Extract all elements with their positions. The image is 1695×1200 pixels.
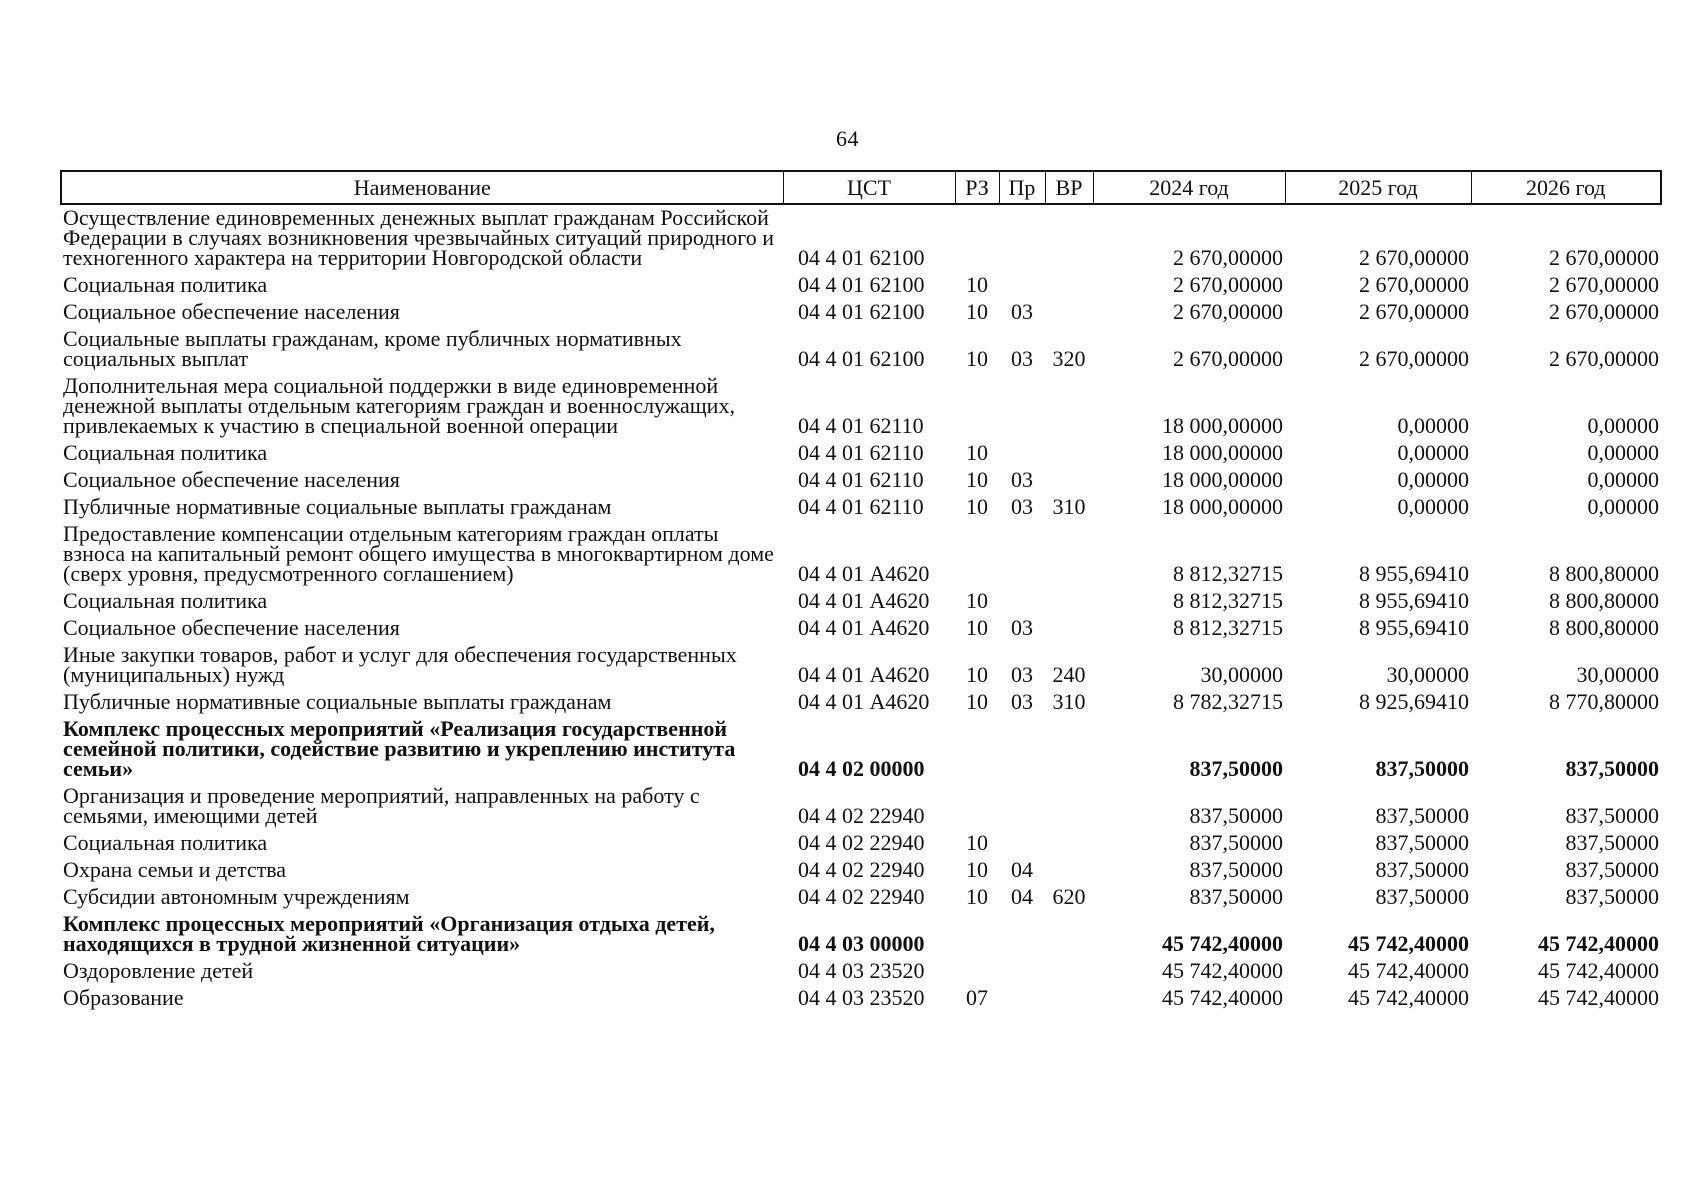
row-pr: 03 [1011,662,1033,687]
row-cst: 04 4 01 А4620 [798,662,930,687]
row-cst: 04 4 01 А4620 [798,615,930,640]
table-row [61,911,1661,958]
row-cst: 04 4 01 62110 [798,467,924,492]
row-pr: 03 [1011,346,1033,371]
row-amount-2025: 0,00000 [1397,494,1469,519]
row-rz [955,521,999,588]
row-cst: 04 4 03 23520 [798,985,925,1010]
row-amount-2026: 45 742,40000 [1538,958,1659,983]
row-amount-2026: 0,00000 [1587,467,1659,492]
row-vr [1045,588,1093,615]
row-amount-2025: 8 955,69410 [1359,615,1469,640]
row-rz: 07 [966,985,988,1010]
row-amount-2026: 2 670,00000 [1549,272,1659,297]
row-amount-2024: 18 000,00000 [1162,440,1283,465]
row-amount-2025: 837,50000 [1375,830,1469,855]
page-number: 64 [836,126,859,151]
row-amount-2024: 2 670,00000 [1173,346,1283,371]
row-cst: 04 4 01 62100 [798,272,925,297]
row-name: Иные закупки товаров, работ и услуг для обеспечения государственных (муниципальных) нужд [63,642,737,687]
row-amount-2025: 30,00000 [1386,662,1469,687]
row-amount-2024: 837,50000 [1189,830,1283,855]
row-name: Социальное обеспечение населения [63,299,400,324]
table-row [61,985,1661,1012]
row-vr [1045,716,1093,783]
row-name: Социальная политика [63,272,268,297]
row-rz: 10 [966,299,988,324]
row-amount-2026: 0,00000 [1587,413,1659,438]
row-name: Социальная политика [63,588,268,613]
row-amount-2025: 837,50000 [1375,884,1469,909]
row-name: Социальная политика [63,440,268,465]
row-cst: 04 4 01 62100 [798,299,925,324]
row-amount-2024: 18 000,00000 [1162,413,1283,438]
row-rz: 10 [966,346,988,371]
row-amount-2025: 2 670,00000 [1359,299,1469,324]
row-amount-2024: 837,50000 [1189,884,1283,909]
header-2025: 2025 год [1285,171,1471,204]
row-name: Публичные нормативные социальные выплаты гражданам [63,689,612,714]
row-cst: 04 4 01 62110 [798,440,924,465]
row-amount-2024: 8 782,32715 [1173,689,1283,714]
row-rz [955,958,999,985]
budget-table-container [60,170,1660,1012]
row-amount-2026: 837,50000 [1565,756,1659,781]
row-pr [999,521,1045,588]
row-vr [1045,783,1093,830]
row-cst: 04 4 02 22940 [798,857,925,882]
table-row [61,958,1661,985]
row-amount-2025: 45 742,40000 [1348,931,1469,956]
row-amount-2026: 837,50000 [1565,830,1659,855]
table-row [61,615,1661,642]
row-cst: 04 4 02 22940 [798,830,925,855]
table-row [61,299,1661,326]
row-pr [999,716,1045,783]
header-2026: 2026 год [1471,171,1661,204]
table-row [61,440,1661,467]
row-rz: 10 [966,689,988,714]
row-rz: 10 [966,615,988,640]
table-row [61,204,1661,272]
row-amount-2024: 18 000,00000 [1162,494,1283,519]
row-rz: 10 [966,494,988,519]
row-amount-2026: 2 670,00000 [1549,245,1659,270]
row-name: Публичные нормативные социальные выплаты гражданам [63,494,612,519]
row-cst: 04 4 01 62110 [798,494,924,519]
row-cst: 04 4 02 22940 [798,884,925,909]
table-row [61,494,1661,521]
table-row [61,783,1661,830]
row-amount-2024: 45 742,40000 [1162,931,1283,956]
row-pr [999,958,1045,985]
row-rz: 10 [966,884,988,909]
row-name: Социальное обеспечение населения [63,467,400,492]
row-amount-2025: 45 742,40000 [1348,958,1469,983]
row-cst: 04 4 01 62110 [798,413,924,438]
row-vr: 240 [1052,662,1086,687]
row-vr: 320 [1052,346,1086,371]
row-name: Дополнительная мера социальной поддержки в виде единовременной денежной выплаты отдельным категориям граждан и военнослужащих, привлекаемых к участию в специальной военной операции [63,373,735,438]
budget-table [60,170,1662,1012]
row-vr [1045,299,1093,326]
row-amount-2025: 45 742,40000 [1348,985,1469,1010]
row-rz: 10 [966,662,988,687]
row-name: Комплекс процессных мероприятий «Реализация государственной семейной политики, содействие развитию и укреплению института семьи» [63,716,736,781]
table-row [61,588,1661,615]
row-amount-2026: 837,50000 [1565,884,1659,909]
row-pr: 04 [1011,857,1033,882]
row-amount-2024: 30,00000 [1200,662,1283,687]
row-pr [999,440,1045,467]
header-row [61,171,1661,204]
row-cst: 04 4 01 А4620 [798,689,930,714]
row-name: Субсидии автономным учреждениям [63,884,410,909]
row-vr [1045,985,1093,1012]
row-amount-2026: 8 770,80000 [1549,689,1659,714]
row-pr [999,830,1045,857]
row-cst: 04 4 01 62100 [798,245,925,270]
row-rz: 10 [966,830,988,855]
row-pr [999,783,1045,830]
row-cst: 04 4 02 22940 [798,803,925,828]
row-rz [955,204,999,272]
row-amount-2025: 0,00000 [1397,440,1469,465]
row-amount-2024: 2 670,00000 [1173,272,1283,297]
row-amount-2026: 837,50000 [1565,857,1659,882]
row-amount-2024: 45 742,40000 [1162,958,1283,983]
row-name: Социальная политика [63,830,268,855]
row-name: Организация и проведение мероприятий, направленных на работу с семьями, имеющими детей [63,783,700,828]
row-vr [1045,373,1093,440]
row-name: Осуществление единовременных денежных выплат гражданам Российской Федерации в случаях возникновения чрезвычайных ситуаций природного и техногенного характера на территории Новгородской области [63,205,775,270]
row-amount-2024: 837,50000 [1189,857,1283,882]
row-amount-2025: 2 670,00000 [1359,272,1469,297]
table-row [61,642,1661,689]
row-amount-2026: 45 742,40000 [1538,985,1659,1010]
row-name: Комплекс процессных мероприятий «Организация отдыха детей, находящихся в трудной жизненной ситуации» [63,911,715,956]
row-amount-2025: 837,50000 [1375,803,1469,828]
row-amount-2026: 45 742,40000 [1538,931,1659,956]
row-amount-2026: 8 800,80000 [1549,561,1659,586]
header-2024: 2024 год [1093,171,1285,204]
row-name: Предоставление компенсации отдельным категориям граждан оплаты взноса на капитальный ремонт общего имущества в многоквартирном доме (сверх уровня, предусмотренного соглашением) [63,521,774,586]
row-amount-2025: 8 955,69410 [1359,588,1469,613]
row-amount-2026: 8 800,80000 [1549,615,1659,640]
row-amount-2024: 2 670,00000 [1173,245,1283,270]
row-amount-2026: 837,50000 [1565,803,1659,828]
row-amount-2026: 8 800,80000 [1549,588,1659,613]
row-vr [1045,272,1093,299]
row-rz [955,716,999,783]
table-row [61,857,1661,884]
row-cst: 04 4 02 00000 [798,756,925,781]
row-cst: 04 4 03 23520 [798,958,925,983]
row-amount-2026: 2 670,00000 [1549,346,1659,371]
row-pr [999,373,1045,440]
row-vr [1045,615,1093,642]
row-amount-2025: 837,50000 [1375,756,1469,781]
row-vr [1045,521,1093,588]
row-amount-2024: 8 812,32715 [1173,615,1283,640]
header-vr: ВР [1045,171,1093,204]
row-amount-2025: 0,00000 [1397,467,1469,492]
row-amount-2026: 2 670,00000 [1549,299,1659,324]
row-amount-2026: 0,00000 [1587,440,1659,465]
row-rz [955,911,999,958]
row-vr [1045,204,1093,272]
header-pr: Пр [999,171,1045,204]
header-name: Наименование [61,171,783,204]
row-vr [1045,857,1093,884]
row-pr [999,588,1045,615]
row-vr: 310 [1052,689,1086,714]
row-cst: 04 4 01 62100 [798,346,925,371]
row-pr: 03 [1011,467,1033,492]
row-amount-2024: 837,50000 [1189,756,1283,781]
row-amount-2025: 8 925,69410 [1359,689,1469,714]
row-amount-2024: 45 742,40000 [1162,985,1283,1010]
table-row [61,884,1661,911]
row-vr [1045,911,1093,958]
table-row [61,373,1661,440]
row-name: Оздоровление детей [63,958,254,983]
row-pr: 04 [1011,884,1033,909]
row-amount-2024: 8 812,32715 [1173,588,1283,613]
row-amount-2024: 18 000,00000 [1162,467,1283,492]
row-vr [1045,830,1093,857]
row-amount-2025: 0,00000 [1397,413,1469,438]
row-cst: 04 4 01 А4620 [798,561,930,586]
row-rz [955,783,999,830]
row-cst: 04 4 01 А4620 [798,588,930,613]
row-vr [1045,467,1093,494]
table-row [61,716,1661,783]
table-body [61,204,1661,1012]
row-amount-2025: 2 670,00000 [1359,245,1469,270]
row-vr: 310 [1052,494,1086,519]
row-rz: 10 [966,440,988,465]
row-pr [999,985,1045,1012]
table-row [61,689,1661,716]
row-pr: 03 [1011,689,1033,714]
row-pr: 03 [1011,494,1033,519]
row-vr [1045,958,1093,985]
row-name: Охрана семьи и детства [63,857,287,882]
row-pr: 03 [1011,299,1033,324]
row-amount-2026: 0,00000 [1587,494,1659,519]
header-rz: РЗ [955,171,999,204]
table-row [61,467,1661,494]
row-name: Образование [63,985,184,1010]
table-row [61,272,1661,299]
row-pr [999,272,1045,299]
row-cst: 04 4 03 00000 [798,931,925,956]
row-amount-2026: 30,00000 [1576,662,1659,687]
row-vr: 620 [1052,884,1086,909]
row-pr: 03 [1011,615,1033,640]
row-amount-2025: 2 670,00000 [1359,346,1469,371]
row-pr [999,204,1045,272]
table-row [61,830,1661,857]
row-rz: 10 [966,857,988,882]
row-name: Социальное обеспечение населения [63,615,400,640]
row-rz: 10 [966,272,988,297]
row-name: Социальные выплаты гражданам, кроме публичных нормативных социальных выплат [63,326,682,371]
row-amount-2025: 8 955,69410 [1359,561,1469,586]
header-cst: ЦСТ [783,171,955,204]
row-pr [999,911,1045,958]
row-amount-2025: 837,50000 [1375,857,1469,882]
row-vr [1045,440,1093,467]
row-rz [955,373,999,440]
table-header [61,171,1661,204]
row-amount-2024: 8 812,32715 [1173,561,1283,586]
table-row [61,326,1661,373]
table-row [61,521,1661,588]
row-amount-2024: 837,50000 [1189,803,1283,828]
row-rz: 10 [966,588,988,613]
row-amount-2024: 2 670,00000 [1173,299,1283,324]
row-rz: 10 [966,467,988,492]
